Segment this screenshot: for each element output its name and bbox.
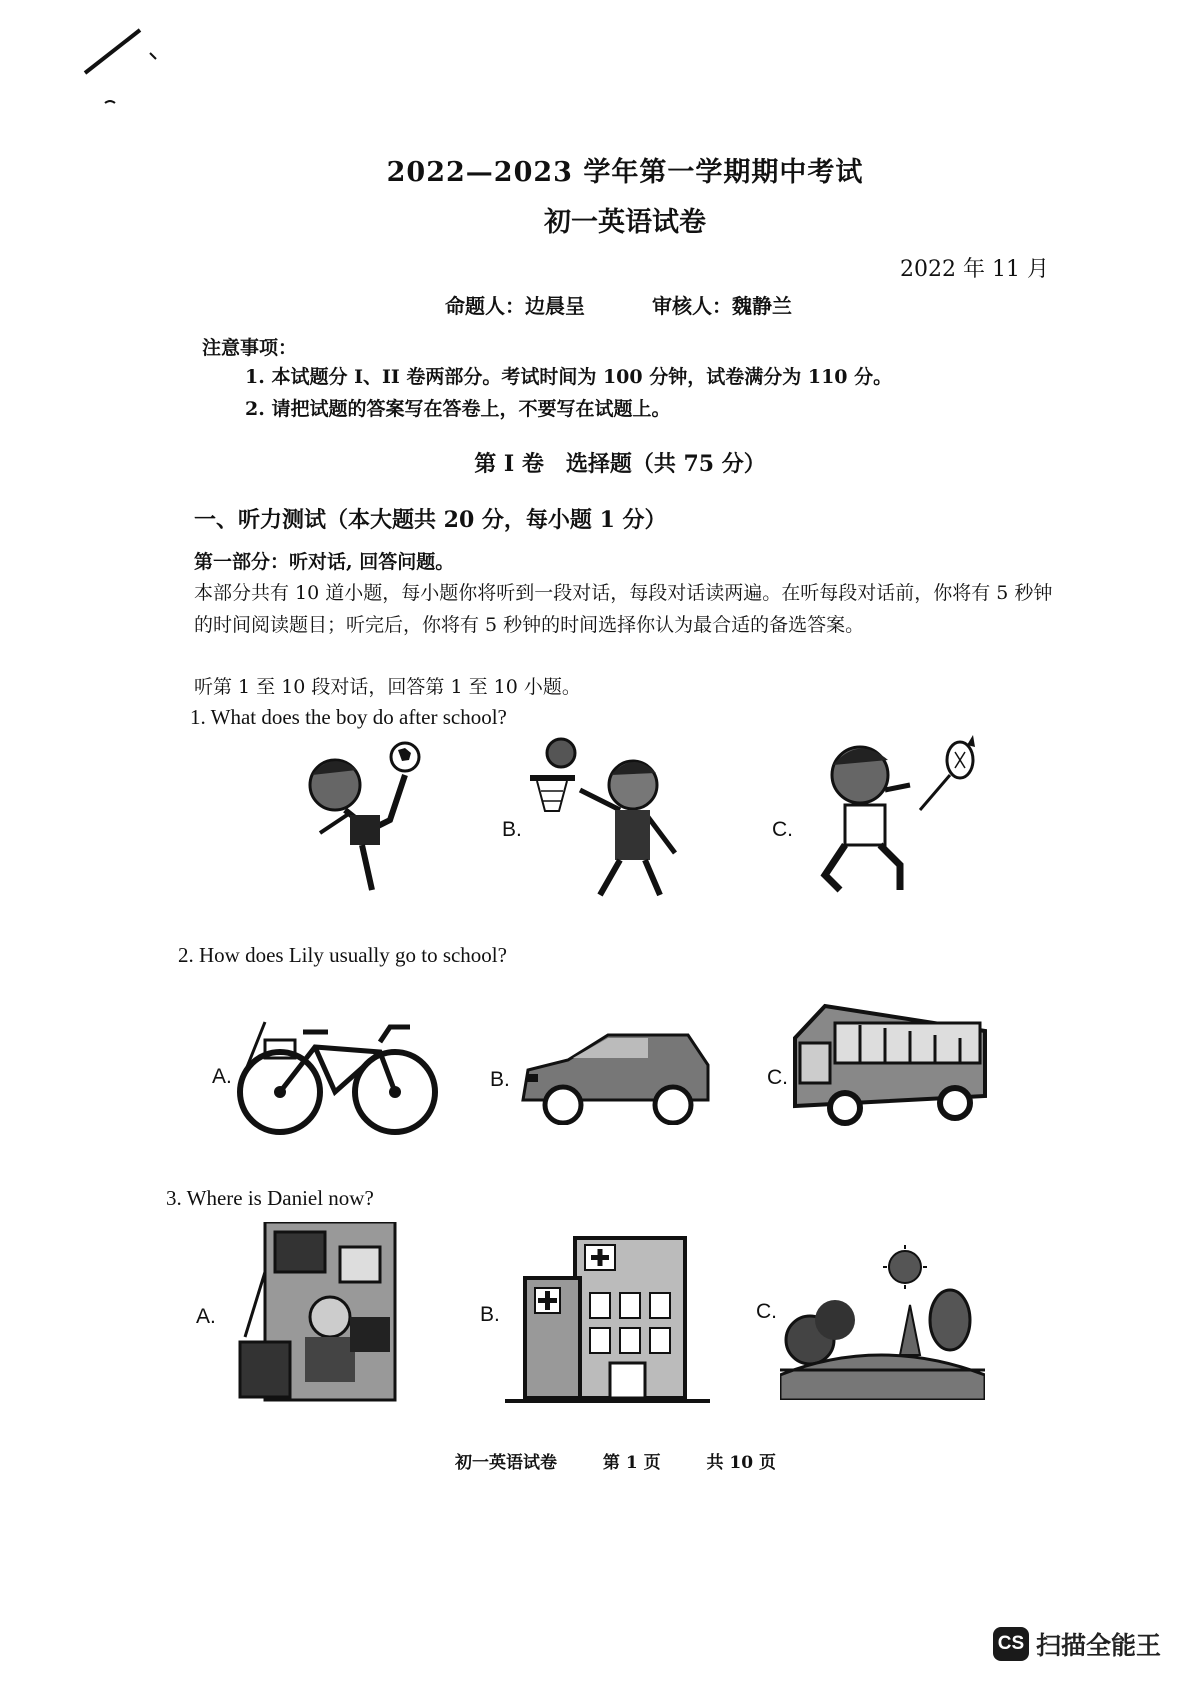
hospital-icon <box>505 1233 710 1403</box>
camscanner-logo-icon: CS <box>993 1627 1029 1661</box>
question-3: 3. Where is Daniel now? <box>166 1186 374 1210</box>
page-footer <box>455 1448 816 1473</box>
listen-range: 听第 1 至 10 段对话，回答第 1 至 10 小题。 <box>194 676 581 698</box>
option-label: B. <box>502 818 522 841</box>
pen-mark-icon <box>80 25 170 115</box>
subsection-heading: 第一部分：听对话, 回答问题。 <box>194 551 455 573</box>
exam-title: 2022—2023 学年第一学期期中考试 <box>386 157 864 188</box>
question-2: 2. How does Lily usually go to school? <box>178 943 507 967</box>
instructions: 本部分共有 10 道小题，每小题你将听到一段对话，每段对话读两遍。在听每段对话前，你将有 5 秒钟的时间阅读题目；听完后，你将有 5 秒钟的时间选择你认为最合适的备选答案。 <box>194 582 1053 636</box>
option-label: C. <box>767 1066 788 1089</box>
footer-page: 第 1 页 <box>602 1453 661 1473</box>
notice-item: 1. 本试题分 I、II 卷两部分。考试时间为 100 分钟，试卷满分为 110 分。 <box>245 366 893 388</box>
notice-item: 2. 请把试题的答案写在答卷上，不要写在试题上。 <box>245 398 671 420</box>
car-icon <box>518 1030 713 1125</box>
scanner-watermark <box>993 1626 1161 1662</box>
footer-total: 共 10 页 <box>706 1453 777 1473</box>
soccer-player-icon <box>300 735 430 900</box>
bus-icon <box>790 1003 990 1128</box>
reviewer: 审核人：魏静兰 <box>651 294 792 318</box>
notice-heading: 注意事项： <box>202 337 298 359</box>
exam-subtitle: 初一英语试卷 <box>544 207 706 238</box>
section-heading: 一、听力测试（本大题共 20 分，每小题 1 分） <box>194 507 667 533</box>
option-label: C. <box>772 818 793 841</box>
option-label: A. <box>212 1065 232 1088</box>
question-1: 1. What does the boy do after school? <box>190 705 507 729</box>
part-heading: 第 I 卷 选择题（共 75 分） <box>474 451 766 477</box>
badminton-player-icon <box>815 730 985 905</box>
office-icon <box>235 1222 400 1402</box>
authors <box>445 290 852 319</box>
option-label: B. <box>490 1068 510 1091</box>
basketball-player-icon <box>525 735 685 905</box>
watermark-text: 扫描全能王 <box>1036 1631 1162 1660</box>
footer-exam-name: 初一英语试卷 <box>455 1453 557 1473</box>
option-label: B. <box>480 1303 500 1326</box>
park-icon <box>780 1245 985 1400</box>
option-label: A. <box>196 1305 216 1328</box>
bicycle-icon <box>235 1012 440 1142</box>
exam-date: 2022 年 11 月 <box>900 257 1049 282</box>
setter: 命题人：边晨呈 <box>445 294 585 318</box>
option-label: C. <box>756 1300 777 1323</box>
